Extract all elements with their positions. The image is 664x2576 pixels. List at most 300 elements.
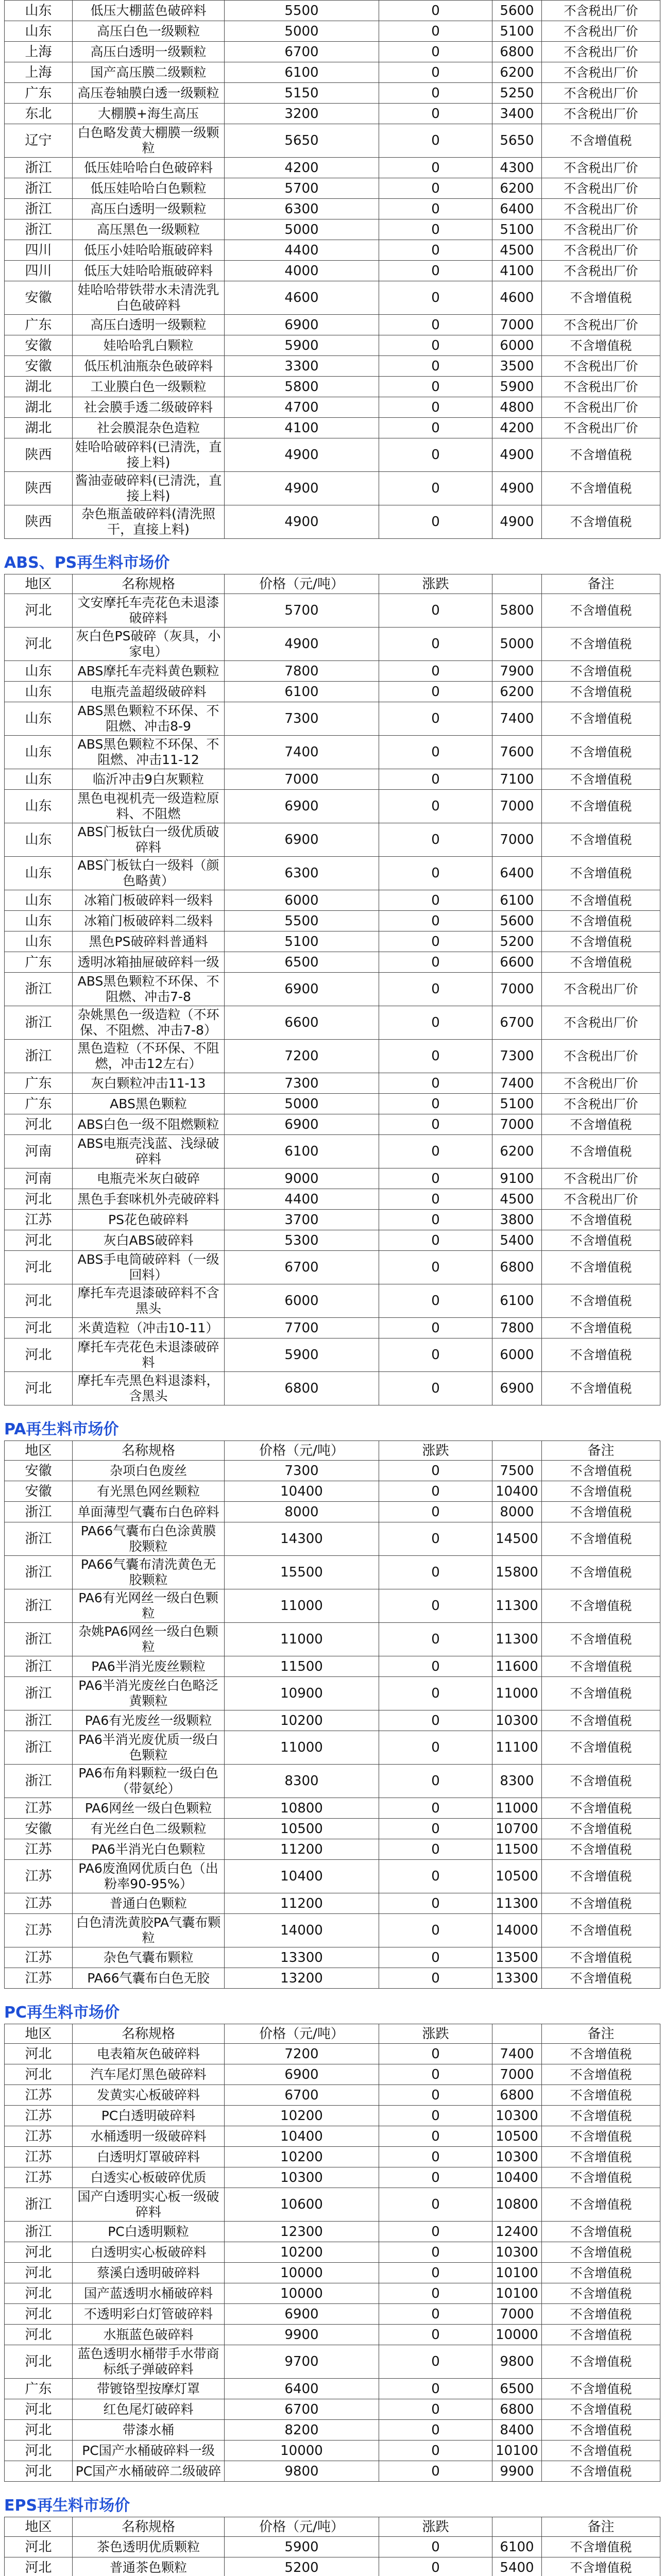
price-cell: 6700 bbox=[225, 1251, 379, 1284]
table-row bbox=[5, 2064, 660, 2085]
region-cell: 湖北 bbox=[5, 397, 73, 418]
table-row bbox=[5, 1623, 660, 1656]
note-cell: 不含增值税 bbox=[542, 2283, 660, 2304]
price-cell: 10200 bbox=[225, 2147, 379, 2167]
price-high-cell: 10000 bbox=[492, 2325, 542, 2345]
note-cell: 不含增值税 bbox=[542, 931, 660, 952]
price-cell: 6700 bbox=[225, 42, 379, 62]
price-high-cell: 15800 bbox=[492, 1556, 542, 1589]
price-high-cell: 6400 bbox=[492, 857, 542, 890]
note-cell: 不含增值税 bbox=[542, 857, 660, 890]
price-high-cell: 7100 bbox=[492, 769, 542, 790]
price-cell: 7300 bbox=[225, 702, 379, 736]
region-cell: 辽宁 bbox=[5, 124, 73, 158]
price-cell: 6900 bbox=[225, 2064, 379, 2085]
product-name-cell: 杂姚PA6网丝一级白色颗粒 bbox=[73, 1623, 225, 1656]
change-cell: 0 bbox=[379, 124, 492, 158]
product-name-cell: 杂姚黑色一级造粒（不环保、不阻燃、冲击7-8） bbox=[73, 1006, 225, 1040]
table-row bbox=[5, 1502, 660, 1522]
price-high-cell: 7400 bbox=[492, 2044, 542, 2064]
region-cell: 安徽 bbox=[5, 281, 73, 315]
price-cell: 6300 bbox=[225, 199, 379, 219]
product-name-cell: ABS手电筒破碎料（一级回料） bbox=[73, 1251, 225, 1284]
note-cell: 不含增值税 bbox=[542, 661, 660, 682]
price-high-cell: 7000 bbox=[492, 315, 542, 335]
price-high-cell: 5000 bbox=[492, 628, 542, 661]
price-cell: 5000 bbox=[225, 21, 379, 42]
region-cell: 浙江 bbox=[5, 219, 73, 240]
note-cell: 不含增值税 bbox=[542, 1623, 660, 1656]
change-cell: 0 bbox=[379, 397, 492, 418]
table-row bbox=[5, 2044, 660, 2064]
table-row bbox=[5, 1189, 660, 1210]
table-row bbox=[5, 931, 660, 952]
region-cell: 河北 bbox=[5, 2044, 73, 2064]
note-cell: 不含增值税 bbox=[542, 1677, 660, 1710]
note-cell: 不含税出厂价 bbox=[542, 199, 660, 219]
price-high-cell: 11000 bbox=[492, 1798, 542, 1819]
product-name-cell: 单面薄型气囊布白色碎料 bbox=[73, 1502, 225, 1522]
table-row bbox=[5, 2461, 660, 2482]
price-high-cell: 7000 bbox=[492, 973, 542, 1006]
note-cell: 不含增值税 bbox=[542, 1318, 660, 1338]
price-high-cell: 5600 bbox=[492, 1, 542, 21]
price-section bbox=[4, 1419, 660, 1989]
region-cell: 山东 bbox=[5, 736, 73, 769]
change-cell: 0 bbox=[379, 2441, 492, 2461]
region-cell: 安徽 bbox=[5, 356, 73, 377]
price-high-cell: 5900 bbox=[492, 377, 542, 397]
price-high-cell: 3400 bbox=[492, 104, 542, 124]
note-cell: 不含增值税 bbox=[542, 1114, 660, 1135]
region-cell: 河北 bbox=[5, 2420, 73, 2441]
table-row bbox=[5, 240, 660, 261]
table-row bbox=[5, 2441, 660, 2461]
note-cell: 不含税出厂价 bbox=[542, 240, 660, 261]
table-row bbox=[5, 1, 660, 21]
region-cell: 上海 bbox=[5, 42, 73, 62]
table-row bbox=[5, 2345, 660, 2379]
region-cell: 山东 bbox=[5, 769, 73, 790]
note-cell: 不含增值税 bbox=[542, 1230, 660, 1251]
price-cell: 5000 bbox=[225, 1094, 379, 1114]
blank-header bbox=[492, 2024, 542, 2044]
note-cell: 不含增值税 bbox=[542, 1656, 660, 1677]
table-row bbox=[5, 377, 660, 397]
price-high-cell: 9800 bbox=[492, 2345, 542, 2379]
price-high-cell: 3500 bbox=[492, 356, 542, 377]
price-cell: 7200 bbox=[225, 1040, 379, 1073]
region-cell: 浙江 bbox=[5, 1677, 73, 1710]
product-name-cell: PA6废渔网优质白色（出粉率90-95%） bbox=[73, 1860, 225, 1893]
product-name-cell: ABS摩托车壳料黄色颗粒 bbox=[73, 661, 225, 682]
change-cell: 0 bbox=[379, 2126, 492, 2147]
change-cell: 0 bbox=[379, 931, 492, 952]
price-high-cell: 5400 bbox=[492, 1230, 542, 1251]
price-high-cell: 8300 bbox=[492, 1765, 542, 1798]
table-row bbox=[5, 315, 660, 335]
note-cell: 不含增值税 bbox=[542, 281, 660, 315]
product-name-cell: 大棚膜+海生高压 bbox=[73, 104, 225, 124]
table-row bbox=[5, 21, 660, 42]
price-cell: 6700 bbox=[225, 2399, 379, 2420]
product-name-cell: PA6半消光白色颗粒 bbox=[73, 1839, 225, 1860]
table-row bbox=[5, 857, 660, 890]
product-name-cell: 黑色造粒（不环保、不阻燃，冲击12左右） bbox=[73, 1040, 225, 1073]
product-name-cell: 娃哈哈破碎料(已清洗，直接上料) bbox=[73, 438, 225, 472]
region-cell: 河南 bbox=[5, 1168, 73, 1189]
price-high-cell: 7000 bbox=[492, 1114, 542, 1135]
region-cell: 湖北 bbox=[5, 377, 73, 397]
change-header: 涨跌 bbox=[379, 2024, 492, 2044]
change-cell: 0 bbox=[379, 2085, 492, 2106]
change-cell: 0 bbox=[379, 1168, 492, 1189]
price-high-cell: 6100 bbox=[492, 2537, 542, 2557]
note-cell: 不含税出厂价 bbox=[542, 261, 660, 281]
change-cell: 0 bbox=[379, 2188, 492, 2222]
change-cell: 0 bbox=[379, 973, 492, 1006]
note-cell: 不含增值税 bbox=[542, 1589, 660, 1623]
note-cell: 不含增值税 bbox=[542, 1135, 660, 1168]
price-high-cell: 10100 bbox=[492, 2441, 542, 2461]
product-name-cell: 社会膜手透二级破碎料 bbox=[73, 397, 225, 418]
price-high-cell: 10400 bbox=[492, 1481, 542, 1502]
price-cell: 4400 bbox=[225, 240, 379, 261]
region-cell: 安徽 bbox=[5, 1481, 73, 1502]
product-name-cell: 白色清洗黄胶PA气囊布颗粒 bbox=[73, 1914, 225, 1947]
product-name-cell: 低压机油瓶杂色破碎料 bbox=[73, 356, 225, 377]
price-cell: 5900 bbox=[225, 335, 379, 356]
price-cell: 13200 bbox=[225, 1968, 379, 1989]
region-cell: 河北 bbox=[5, 2461, 73, 2482]
product-name-cell: 杂色气囊布颗粒 bbox=[73, 1947, 225, 1968]
region-cell: 四川 bbox=[5, 240, 73, 261]
note-cell: 不含增值税 bbox=[542, 736, 660, 769]
product-name-cell: 蓝色透明水桶带手水带商标纸子弹破碎料 bbox=[73, 2345, 225, 2379]
price-cell: 4000 bbox=[225, 261, 379, 281]
change-cell: 0 bbox=[379, 438, 492, 472]
note-cell: 不含增值税 bbox=[542, 2044, 660, 2064]
product-name-cell: 低压小娃哈哈瓶破碎料 bbox=[73, 240, 225, 261]
change-cell: 0 bbox=[379, 1006, 492, 1040]
price-cell: 7000 bbox=[225, 769, 379, 790]
price-cell: 6600 bbox=[225, 1006, 379, 1040]
table-header-row bbox=[5, 1441, 660, 1461]
price-high-cell: 4800 bbox=[492, 397, 542, 418]
table-row bbox=[5, 1710, 660, 1731]
note-cell: 不含增值税 bbox=[542, 2242, 660, 2263]
product-name-cell: 电瓶壳盖超级破碎料 bbox=[73, 682, 225, 702]
region-cell: 江苏 bbox=[5, 2106, 73, 2126]
region-cell: 山东 bbox=[5, 702, 73, 736]
change-cell: 0 bbox=[379, 1893, 492, 1914]
product-name-cell: PC国产水桶破碎二级破碎 bbox=[73, 2461, 225, 2482]
product-name-cell: PA66气囊布白色无胶 bbox=[73, 1968, 225, 1989]
price-cell: 6900 bbox=[225, 973, 379, 1006]
product-name-cell: PA6半消光废丝颗粒 bbox=[73, 1656, 225, 1677]
change-cell: 0 bbox=[379, 1040, 492, 1073]
region-cell: 浙江 bbox=[5, 178, 73, 199]
price-high-cell: 6900 bbox=[492, 1372, 542, 1405]
price-cell: 7300 bbox=[225, 1073, 379, 1094]
table-row bbox=[5, 2399, 660, 2420]
product-name-cell: 酱油壶破碎料(已清洗，直接上料) bbox=[73, 472, 225, 505]
table-row bbox=[5, 2167, 660, 2188]
note-cell: 不含增值税 bbox=[542, 2557, 660, 2576]
price-high-cell: 7500 bbox=[492, 1461, 542, 1481]
table-header-row bbox=[5, 574, 660, 594]
price-cell: 15500 bbox=[225, 1556, 379, 1589]
product-name-cell: 白透实心板破碎优质 bbox=[73, 2167, 225, 2188]
change-cell: 0 bbox=[379, 661, 492, 682]
region-cell: 河北 bbox=[5, 2441, 73, 2461]
price-cell: 4100 bbox=[225, 418, 379, 438]
price-high-cell: 8000 bbox=[492, 1502, 542, 1522]
change-cell: 0 bbox=[379, 2557, 492, 2576]
table-row bbox=[5, 1947, 660, 1968]
price-cell: 9700 bbox=[225, 2345, 379, 2379]
product-name-cell: 冰箱门板破碎料二级料 bbox=[73, 911, 225, 931]
table-row bbox=[5, 1839, 660, 1860]
price-high-cell: 4500 bbox=[492, 1189, 542, 1210]
product-name-cell: 高压白透明一级颗粒 bbox=[73, 199, 225, 219]
note-cell: 不含增值税 bbox=[542, 2263, 660, 2283]
price-section bbox=[4, 2495, 660, 2576]
price-cell: 5150 bbox=[225, 83, 379, 104]
price-cell: 6900 bbox=[225, 2304, 379, 2325]
price-table bbox=[4, 574, 660, 1405]
price-cell: 5000 bbox=[225, 219, 379, 240]
table-row bbox=[5, 2106, 660, 2126]
change-cell: 0 bbox=[379, 1372, 492, 1405]
region-cell: 江苏 bbox=[5, 1968, 73, 1989]
product-name-cell: 国产蓝透明水桶破碎料 bbox=[73, 2283, 225, 2304]
price-high-cell: 7000 bbox=[492, 2304, 542, 2325]
price-high-cell: 5650 bbox=[492, 124, 542, 158]
region-cell: 河北 bbox=[5, 1338, 73, 1372]
price-cell: 10300 bbox=[225, 2167, 379, 2188]
table-row bbox=[5, 1765, 660, 1798]
region-cell: 浙江 bbox=[5, 1589, 73, 1623]
price-high-cell: 4300 bbox=[492, 158, 542, 178]
table-row bbox=[5, 973, 660, 1006]
product-name-cell: 杂色瓶盖破碎料(清洗照干，直接上料) bbox=[73, 505, 225, 539]
note-cell: 不含增值税 bbox=[542, 594, 660, 628]
price-cell: 6900 bbox=[225, 823, 379, 857]
change-cell: 0 bbox=[379, 1284, 492, 1318]
change-cell: 0 bbox=[379, 1968, 492, 1989]
product-name-cell: 高压黑色一级颗粒 bbox=[73, 219, 225, 240]
note-cell: 不含增值税 bbox=[542, 1893, 660, 1914]
price-high-cell: 4900 bbox=[492, 472, 542, 505]
note-cell: 不含增值税 bbox=[542, 2085, 660, 2106]
note-cell: 不含税出厂价 bbox=[542, 1189, 660, 1210]
price-high-cell: 4900 bbox=[492, 505, 542, 539]
table-row bbox=[5, 1040, 660, 1073]
region-cell: 河北 bbox=[5, 2325, 73, 2345]
note-cell: 不含增值税 bbox=[542, 1947, 660, 1968]
product-name-cell: 黑色PS破碎料普通料 bbox=[73, 931, 225, 952]
price-high-cell: 10400 bbox=[492, 2167, 542, 2188]
price-cell: 5800 bbox=[225, 377, 379, 397]
price-cell: 6900 bbox=[225, 790, 379, 823]
price-cell: 10900 bbox=[225, 1677, 379, 1710]
note-cell: 不含税出厂价 bbox=[542, 1006, 660, 1040]
product-name-cell: PC国产水桶破碎料一级 bbox=[73, 2441, 225, 2461]
change-cell: 0 bbox=[379, 240, 492, 261]
note-cell: 不含增值税 bbox=[542, 702, 660, 736]
product-name-cell: 低压大棚蓝色破碎料 bbox=[73, 1, 225, 21]
change-cell: 0 bbox=[379, 2420, 492, 2441]
note-cell: 不含税出厂价 bbox=[542, 1168, 660, 1189]
region-cell: 浙江 bbox=[5, 1040, 73, 1073]
table-row bbox=[5, 1114, 660, 1135]
change-cell: 0 bbox=[379, 261, 492, 281]
region-cell: 江苏 bbox=[5, 1947, 73, 1968]
price-high-cell: 6200 bbox=[492, 1135, 542, 1168]
product-name-cell: PA6半消光废优质一级白色颗粒 bbox=[73, 1731, 225, 1765]
note-cell: 不含增值税 bbox=[542, 2345, 660, 2379]
product-name-cell: 杂项白色废丝 bbox=[73, 1461, 225, 1481]
table-row bbox=[5, 1284, 660, 1318]
price-cell: 7700 bbox=[225, 1318, 379, 1338]
price-high-cell: 5200 bbox=[492, 931, 542, 952]
change-cell: 0 bbox=[379, 104, 492, 124]
region-cell: 河北 bbox=[5, 2064, 73, 2085]
price-cell: 5100 bbox=[225, 931, 379, 952]
change-cell: 0 bbox=[379, 2304, 492, 2325]
note-cell: 不含增值税 bbox=[542, 2147, 660, 2167]
product-name-cell: PA6半消光废丝白色略泛黄颗粒 bbox=[73, 1677, 225, 1710]
note-cell: 不含增值税 bbox=[542, 472, 660, 505]
table-row bbox=[5, 682, 660, 702]
price-high-cell: 5100 bbox=[492, 219, 542, 240]
note-header: 备注 bbox=[542, 1441, 660, 1461]
change-cell: 0 bbox=[379, 628, 492, 661]
change-cell: 0 bbox=[379, 1189, 492, 1210]
product-name-cell: 国产高压膜二级颗粒 bbox=[73, 62, 225, 83]
product-name-header: 名称规格 bbox=[73, 1441, 225, 1461]
product-name-cell: 电表箱灰色破碎料 bbox=[73, 2044, 225, 2064]
table-row bbox=[5, 1481, 660, 1502]
table-row bbox=[5, 823, 660, 857]
price-high-cell: 4600 bbox=[492, 281, 542, 315]
price-section bbox=[4, 2002, 660, 2482]
product-name-cell: 茶色透明优质颗粒 bbox=[73, 2537, 225, 2557]
note-cell: 不含增值税 bbox=[542, 124, 660, 158]
price-high-cell: 7400 bbox=[492, 1073, 542, 1094]
table-row bbox=[5, 2557, 660, 2576]
region-cell: 河北 bbox=[5, 1251, 73, 1284]
table-row bbox=[5, 261, 660, 281]
table-row bbox=[5, 952, 660, 973]
product-name-cell: PS花色破碎料 bbox=[73, 1210, 225, 1230]
table-row bbox=[5, 104, 660, 124]
product-name-cell: ABS黑色颗粒不环保、不阻燃、冲击8-9 bbox=[73, 702, 225, 736]
price-high-cell: 6700 bbox=[492, 1006, 542, 1040]
product-name-cell: 透明冰箱抽屉破碎料一级 bbox=[73, 952, 225, 973]
change-header: 涨跌 bbox=[379, 1441, 492, 1461]
change-cell: 0 bbox=[379, 2325, 492, 2345]
price-high-cell: 11600 bbox=[492, 1656, 542, 1677]
note-cell: 不含增值税 bbox=[542, 2420, 660, 2441]
product-name-cell: 低压大娃哈哈瓶破碎料 bbox=[73, 261, 225, 281]
change-cell: 0 bbox=[379, 1502, 492, 1522]
price-high-cell: 8400 bbox=[492, 2420, 542, 2441]
price-cell: 10400 bbox=[225, 1860, 379, 1893]
price-header: 价格（元/吨） bbox=[225, 1441, 379, 1461]
region-cell: 浙江 bbox=[5, 1522, 73, 1556]
table-row bbox=[5, 2420, 660, 2441]
product-name-cell: 高压白色一级颗粒 bbox=[73, 21, 225, 42]
price-high-cell: 5250 bbox=[492, 83, 542, 104]
price-header: 价格（元/吨） bbox=[225, 2024, 379, 2044]
table-row bbox=[5, 790, 660, 823]
note-cell: 不含增值税 bbox=[542, 1338, 660, 1372]
table-row bbox=[5, 1372, 660, 1405]
product-name-cell: 临沂冲击9白灰颗粒 bbox=[73, 769, 225, 790]
price-table bbox=[4, 1440, 660, 1989]
change-cell: 0 bbox=[379, 1914, 492, 1947]
product-name-cell: PC白透明破碎料 bbox=[73, 2106, 225, 2126]
table-row bbox=[5, 2283, 660, 2304]
product-name-cell: 米黄造粒（冲击10-11） bbox=[73, 1318, 225, 1338]
section-title: ABS、PS再生料市场价 bbox=[4, 554, 170, 572]
change-cell: 0 bbox=[379, 2345, 492, 2379]
note-cell: 不含税出厂价 bbox=[542, 178, 660, 199]
product-name-cell: 高压卷轴膜白透一级颗粒 bbox=[73, 83, 225, 104]
change-cell: 0 bbox=[379, 2106, 492, 2126]
note-cell: 不含增值税 bbox=[542, 1798, 660, 1819]
product-name-cell: ABS电瓶壳浅蓝、浅绿破碎料 bbox=[73, 1135, 225, 1168]
price-high-cell: 11300 bbox=[492, 1893, 542, 1914]
product-name-cell: 灰白色PS破碎（灰具，小家电） bbox=[73, 628, 225, 661]
price-cell: 10400 bbox=[225, 2126, 379, 2147]
product-name-cell: 白色略发黄大棚膜一级颗粒 bbox=[73, 124, 225, 158]
table-row bbox=[5, 2325, 660, 2345]
price-cell: 8000 bbox=[225, 1502, 379, 1522]
price-high-cell: 6800 bbox=[492, 42, 542, 62]
note-cell: 不含增值税 bbox=[542, 2304, 660, 2325]
region-header: 地区 bbox=[5, 2024, 73, 2044]
price-cell: 5900 bbox=[225, 2537, 379, 2557]
product-name-cell: 低压娃哈哈白色颗粒 bbox=[73, 178, 225, 199]
product-name-cell: 汽车尾灯黑色破碎料 bbox=[73, 2064, 225, 2085]
price-high-cell: 6000 bbox=[492, 1338, 542, 1372]
region-cell: 江苏 bbox=[5, 1210, 73, 1230]
product-name-header: 名称规格 bbox=[73, 2517, 225, 2537]
price-high-cell: 11300 bbox=[492, 1623, 542, 1656]
change-cell: 0 bbox=[379, 1, 492, 21]
note-cell: 不含税出厂价 bbox=[542, 315, 660, 335]
note-cell: 不含税出厂价 bbox=[542, 62, 660, 83]
table-row bbox=[5, 2263, 660, 2283]
table-row bbox=[5, 736, 660, 769]
table-row bbox=[5, 472, 660, 505]
price-high-cell: 6200 bbox=[492, 178, 542, 199]
region-cell: 浙江 bbox=[5, 1556, 73, 1589]
change-cell: 0 bbox=[379, 1765, 492, 1798]
product-name-cell: ABS黑色颗粒 bbox=[73, 1094, 225, 1114]
change-cell: 0 bbox=[379, 178, 492, 199]
region-cell: 山东 bbox=[5, 661, 73, 682]
change-cell: 0 bbox=[379, 1656, 492, 1677]
product-name-cell: 带镀铬型按摩灯罩 bbox=[73, 2379, 225, 2399]
price-cell: 7200 bbox=[225, 2044, 379, 2064]
table-row bbox=[5, 281, 660, 315]
change-cell: 0 bbox=[379, 769, 492, 790]
change-cell: 0 bbox=[379, 890, 492, 911]
